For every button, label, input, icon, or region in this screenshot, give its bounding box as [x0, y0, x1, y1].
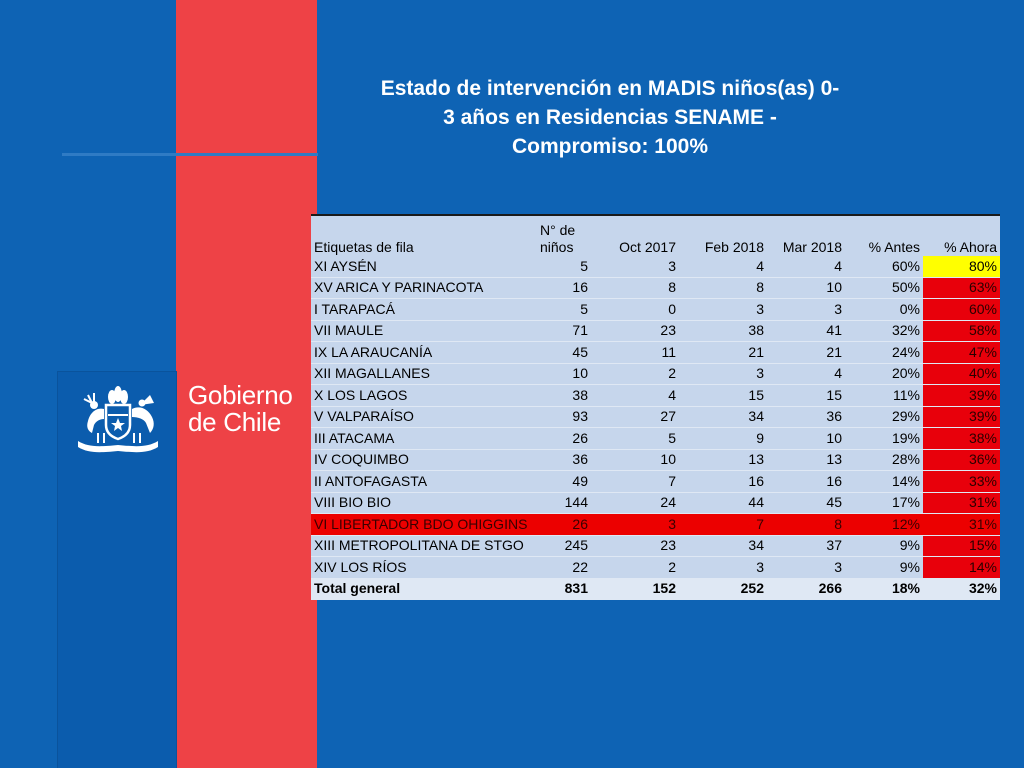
table-row	[311, 492, 1000, 514]
cell-pct-antes: 28%	[845, 449, 923, 471]
table-row	[311, 449, 1000, 471]
cell-pct-antes: 14%	[845, 471, 923, 493]
total-n-ninos: 831	[537, 578, 591, 600]
cell-region-name: VIII BIO BIO	[311, 492, 537, 514]
cell-pct-antes: 0%	[845, 299, 923, 321]
cell-n-ninos: 93	[537, 406, 591, 428]
cell-pct-ahora: 40%	[923, 363, 1000, 385]
cell-region-name: X LOS LAGOS	[311, 385, 537, 407]
cell-region-name: XII MAGALLANES	[311, 363, 537, 385]
cell-pct-ahora: 15%	[923, 535, 1000, 557]
cell-pct-ahora: 80%	[923, 256, 1000, 277]
table-row	[311, 514, 1000, 536]
cell-pct-ahora: 38%	[923, 428, 1000, 450]
cell-pct-antes: 24%	[845, 342, 923, 364]
table-row	[311, 471, 1000, 493]
cell-pct-antes: 32%	[845, 320, 923, 342]
cell-region-name: IX LA ARAUCANÍA	[311, 342, 537, 364]
cell-oct-2017: 7	[591, 471, 679, 493]
cell-mar-2018: 16	[767, 471, 845, 493]
header-pct-ahora: % Ahora	[923, 215, 1000, 256]
cell-feb-2018: 3	[679, 363, 767, 385]
header-n-line-1: N° de	[540, 222, 576, 238]
table-row	[311, 277, 1000, 299]
table-row	[311, 320, 1000, 342]
header-pct-antes: % Antes	[845, 215, 923, 256]
cell-mar-2018: 41	[767, 320, 845, 342]
cell-pct-antes: 20%	[845, 363, 923, 385]
table-header-row	[311, 215, 1000, 256]
cell-mar-2018: 21	[767, 342, 845, 364]
cell-oct-2017: 24	[591, 492, 679, 514]
total-feb-2018: 252	[679, 578, 767, 600]
cell-n-ninos: 71	[537, 320, 591, 342]
cell-region-name: II ANTOFAGASTA	[311, 471, 537, 493]
cell-oct-2017: 3	[591, 256, 679, 277]
cell-n-ninos: 36	[537, 449, 591, 471]
cell-feb-2018: 8	[679, 277, 767, 299]
table-total-row	[311, 578, 1000, 600]
total-pct-antes: 18%	[845, 578, 923, 600]
cell-pct-antes: 11%	[845, 385, 923, 407]
total-mar-2018: 266	[767, 578, 845, 600]
cell-n-ninos: 49	[537, 471, 591, 493]
cell-pct-antes: 9%	[845, 535, 923, 557]
cell-oct-2017: 10	[591, 449, 679, 471]
table-row	[311, 363, 1000, 385]
cell-pct-ahora: 14%	[923, 557, 1000, 579]
cell-pct-antes: 17%	[845, 492, 923, 514]
cell-n-ninos: 26	[537, 514, 591, 536]
cell-n-ninos: 45	[537, 342, 591, 364]
cell-n-ninos: 16	[537, 277, 591, 299]
cell-feb-2018: 44	[679, 492, 767, 514]
brand-line-1: Gobierno	[188, 380, 293, 410]
table-row	[311, 428, 1000, 450]
cell-region-name: I TARAPACÁ	[311, 299, 537, 321]
cell-n-ninos: 5	[537, 299, 591, 321]
cell-n-ninos: 144	[537, 492, 591, 514]
cell-mar-2018: 4	[767, 363, 845, 385]
cell-oct-2017: 27	[591, 406, 679, 428]
cell-pct-ahora: 47%	[923, 342, 1000, 364]
intervention-status-table	[311, 214, 1000, 600]
cell-region-name: XV ARICA Y PARINACOTA	[311, 277, 537, 299]
title-line-2: 3 años en Residencias SENAME -	[443, 106, 777, 129]
cell-region-name: III ATACAMA	[311, 428, 537, 450]
cell-pct-ahora: 39%	[923, 406, 1000, 428]
cell-region-name: VII MAULE	[311, 320, 537, 342]
gobierno-de-chile-logo	[188, 382, 293, 436]
cell-oct-2017: 5	[591, 428, 679, 450]
cell-pct-antes: 12%	[845, 514, 923, 536]
cell-feb-2018: 34	[679, 406, 767, 428]
cell-feb-2018: 9	[679, 428, 767, 450]
cell-region-name: XI AYSÉN	[311, 256, 537, 277]
header-n-line-2: niños	[540, 239, 574, 255]
table-row	[311, 557, 1000, 579]
total-oct-2017: 152	[591, 578, 679, 600]
cell-pct-antes: 29%	[845, 406, 923, 428]
cell-mar-2018: 37	[767, 535, 845, 557]
cell-mar-2018: 4	[767, 256, 845, 277]
cell-pct-ahora: 31%	[923, 514, 1000, 536]
cell-feb-2018: 16	[679, 471, 767, 493]
cell-mar-2018: 10	[767, 428, 845, 450]
cell-feb-2018: 7	[679, 514, 767, 536]
header-label: Etiquetas de fila	[311, 215, 537, 256]
table-row	[311, 299, 1000, 321]
chile-coat-of-arms-icon	[70, 383, 166, 453]
cell-feb-2018: 34	[679, 535, 767, 557]
cell-mar-2018: 3	[767, 557, 845, 579]
header-divider-line	[62, 153, 318, 156]
cell-mar-2018: 8	[767, 514, 845, 536]
cell-oct-2017: 0	[591, 299, 679, 321]
cell-feb-2018: 13	[679, 449, 767, 471]
cell-pct-ahora: 31%	[923, 492, 1000, 514]
cell-region-name: XIV LOS RÍOS	[311, 557, 537, 579]
brand-line-2: de Chile	[188, 407, 281, 437]
cell-pct-antes: 50%	[845, 277, 923, 299]
cell-pct-ahora: 39%	[923, 385, 1000, 407]
table-row	[311, 256, 1000, 277]
cell-oct-2017: 23	[591, 535, 679, 557]
cell-n-ninos: 245	[537, 535, 591, 557]
table-row	[311, 535, 1000, 557]
cell-pct-antes: 9%	[845, 557, 923, 579]
table-row	[311, 385, 1000, 407]
cell-pct-antes: 19%	[845, 428, 923, 450]
header-oct-2017: Oct 2017	[591, 215, 679, 256]
cell-pct-ahora: 63%	[923, 277, 1000, 299]
cell-oct-2017: 8	[591, 277, 679, 299]
cell-region-name: VI LIBERTADOR BDO OHIGGINS	[311, 514, 537, 536]
header-n-ninos	[537, 215, 591, 256]
cell-feb-2018: 3	[679, 557, 767, 579]
cell-pct-ahora: 36%	[923, 449, 1000, 471]
title-line-1: Estado de intervención en MADIS niños(as) 0-	[380, 77, 840, 100]
cell-n-ninos: 10	[537, 363, 591, 385]
total-pct-ahora: 32%	[923, 578, 1000, 600]
cell-mar-2018: 10	[767, 277, 845, 299]
cell-mar-2018: 13	[767, 449, 845, 471]
header-mar-2018: Mar 2018	[767, 215, 845, 256]
cell-pct-antes: 60%	[845, 256, 923, 277]
cell-region-name: IV COQUIMBO	[311, 449, 537, 471]
cell-region-name: XIII METROPOLITANA DE STGO	[311, 535, 537, 557]
cell-n-ninos: 5	[537, 256, 591, 277]
header-feb-2018: Feb 2018	[679, 215, 767, 256]
cell-n-ninos: 26	[537, 428, 591, 450]
cell-mar-2018: 15	[767, 385, 845, 407]
cell-feb-2018: 3	[679, 299, 767, 321]
cell-oct-2017: 4	[591, 385, 679, 407]
cell-mar-2018: 3	[767, 299, 845, 321]
table-row	[311, 342, 1000, 364]
cell-feb-2018: 38	[679, 320, 767, 342]
cell-oct-2017: 11	[591, 342, 679, 364]
cell-pct-ahora: 33%	[923, 471, 1000, 493]
cell-feb-2018: 15	[679, 385, 767, 407]
cell-feb-2018: 21	[679, 342, 767, 364]
cell-oct-2017: 23	[591, 320, 679, 342]
table-row	[311, 406, 1000, 428]
cell-oct-2017: 2	[591, 363, 679, 385]
cell-oct-2017: 2	[591, 557, 679, 579]
cell-mar-2018: 45	[767, 492, 845, 514]
cell-mar-2018: 36	[767, 406, 845, 428]
cell-pct-ahora: 60%	[923, 299, 1000, 321]
cell-pct-ahora: 58%	[923, 320, 1000, 342]
cell-oct-2017: 3	[591, 514, 679, 536]
slide-title	[340, 74, 880, 161]
title-line-3: Compromiso: 100%	[511, 135, 709, 158]
cell-feb-2018: 4	[679, 256, 767, 277]
cell-n-ninos: 38	[537, 385, 591, 407]
total-region-name: Total general	[311, 578, 537, 600]
cell-region-name: V VALPARAÍSO	[311, 406, 537, 428]
cell-n-ninos: 22	[537, 557, 591, 579]
